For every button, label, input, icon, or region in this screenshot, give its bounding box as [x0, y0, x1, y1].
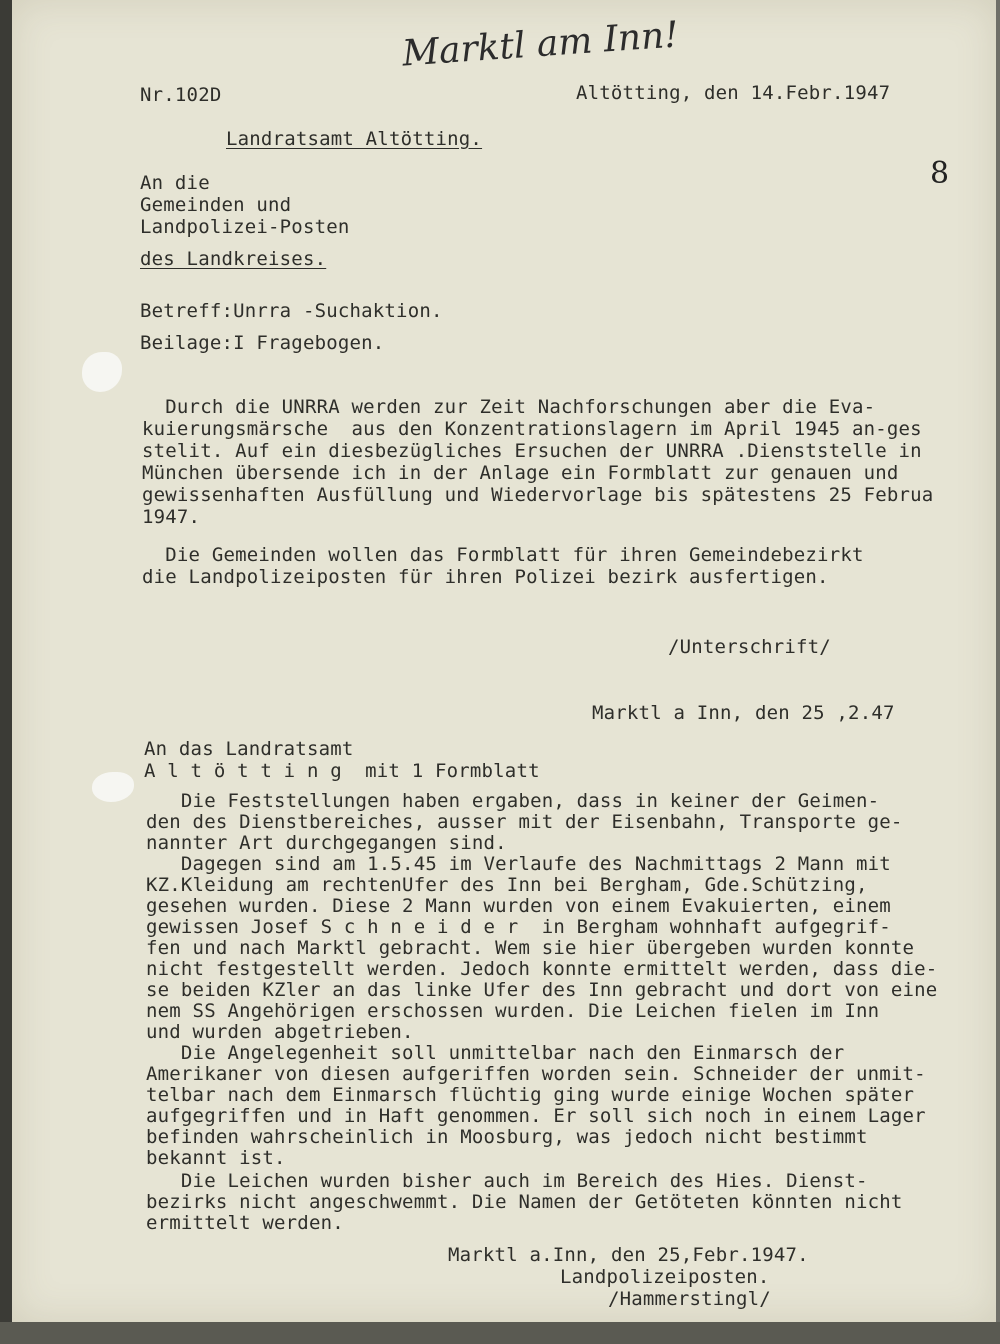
- place-date: Altötting, den 14.Febr.1947: [576, 82, 891, 104]
- reply-body-line: aufgegriffen und in Haft genommen. Er soll sich noch in einem Lager: [146, 1105, 926, 1127]
- body-paragraph-line: stelit. Auf ein diesbezügliches Ersuchen der UNRRA .Dienststelle in: [142, 440, 922, 462]
- body-paragraph-line: kuierungsmärsche aus den Konzentrationslagern im April 1945 an-ges: [142, 418, 922, 440]
- recipient-line: Gemeinden und: [140, 194, 292, 216]
- closing-line: /Hammerstingl/: [608, 1288, 771, 1310]
- reply-body-line: Dagegen sind am 1.5.45 im Verlaufe des Nachmittags 2 Mann mit: [146, 853, 891, 875]
- scan-edge: [0, 0, 12, 1344]
- paper-damage: [82, 352, 122, 392]
- body-paragraph-line: Die Gemeinden wollen das Formblatt für ihren Gemeindebezirkt: [142, 544, 864, 566]
- sender-title: Landratsamt Altötting.: [226, 128, 483, 150]
- reply-body-line: fen und nach Marktl gebracht. Wem sie hier übergeben wurden konnte: [146, 937, 915, 959]
- reply-body-line: se beiden KZler an das linke Ufer des Inn gebracht und dort von eine: [146, 979, 938, 1001]
- page-mark: 8: [930, 156, 950, 191]
- reply-body-line: gewissen Josef S c h n e i d e r in Bergham wohnhaft aufgegrif-: [146, 916, 891, 938]
- reply-body-line: gesehen wurden. Diese 2 Mann wurden von einem Evakuierten, einem: [146, 895, 891, 917]
- reply-body-line: KZ.Kleidung am rechtenUfer des Inn bei Bergham, Gde.Schützing,: [146, 874, 868, 896]
- signature-placeholder: /Unterschrift/: [668, 636, 831, 658]
- paper-damage: [92, 772, 134, 802]
- reply-body-line: bezirks nicht angeschwemmt. Die Namen der Getöteten könnten nicht: [146, 1191, 903, 1213]
- reply-body-line: bekannt ist.: [146, 1147, 286, 1169]
- subject-line: Betreff:Unrra -Suchaktion.: [140, 300, 443, 322]
- body-paragraph-line: München übersende ich in der Anlage ein Formblatt zur genauen und: [142, 462, 899, 484]
- reply-place-date: Marktl a Inn, den 25 ,2.47: [592, 702, 895, 724]
- reply-body-line: nicht festgestellt werden. Jedoch konnte ermittelt werden, dass die-: [146, 958, 938, 980]
- reply-body-line: und wurden abgetrieben.: [146, 1021, 414, 1043]
- body-paragraph-line: die Landpolizeiposten für ihren Polizei bezirk ausfertigen.: [142, 566, 829, 588]
- reply-body-line: ermittelt werden.: [146, 1212, 344, 1234]
- reply-body-line: Amerikaner von diesen aufgeriffen worden sein. Schneider der unmit-: [146, 1063, 926, 1085]
- body-paragraph-line: gewissenhaften Ausfüllung und Wiedervorlage bis spätestens 25 Februa: [142, 484, 934, 506]
- reply-recipient: An das Landratsamt: [144, 738, 354, 760]
- scan-bottom: [0, 1322, 1000, 1344]
- closing-line: Landpolizeiposten.: [560, 1266, 770, 1288]
- reply-body-line: den des Dienstbereiches, ausser mit der Eisenbahn, Transporte ge-: [146, 811, 903, 833]
- reply-body-line: Die Angelegenheit soll unmittelbar nach den Einmarsch der: [146, 1042, 845, 1064]
- reply-body-line: Die Feststellungen haben ergaben, dass in keiner der Geimen-: [146, 790, 880, 812]
- reply-body-line: nem SS Angehörigen erschossen wurden. Die Leichen fielen im Inn: [146, 1000, 880, 1022]
- handwritten-note: Marktl am Inn!: [400, 14, 680, 75]
- reference-number: Nr.102D: [140, 84, 222, 106]
- enclosure-line: Beilage:I Fragebogen.: [140, 332, 385, 354]
- recipient-line: An die: [140, 172, 210, 194]
- body-paragraph-line: Durch die UNRRA werden zur Zeit Nachforschungen aber die Eva-: [142, 396, 876, 418]
- reply-recipient: A l t ö t t i n g mit 1 Formblatt: [144, 760, 540, 782]
- closing-line: Marktl a.Inn, den 25,Febr.1947.: [448, 1244, 809, 1266]
- recipient-line: Landpolizei-Posten: [140, 216, 350, 238]
- reply-body-line: befinden wahrscheinlich in Moosburg, was jedoch nicht bestimmt: [146, 1126, 868, 1148]
- reply-body-line: telbar nach dem Einmarsch flüchtig ging wurde einige Wochen später: [146, 1084, 915, 1106]
- body-paragraph-line: 1947.: [142, 506, 201, 528]
- reply-body-line: nannter Art durchgegangen sind.: [146, 832, 507, 854]
- recipient-line: des Landkreises.: [140, 248, 327, 270]
- reply-body-line: Die Leichen wurden bisher auch im Bereich des Hies. Dienst-: [146, 1170, 868, 1192]
